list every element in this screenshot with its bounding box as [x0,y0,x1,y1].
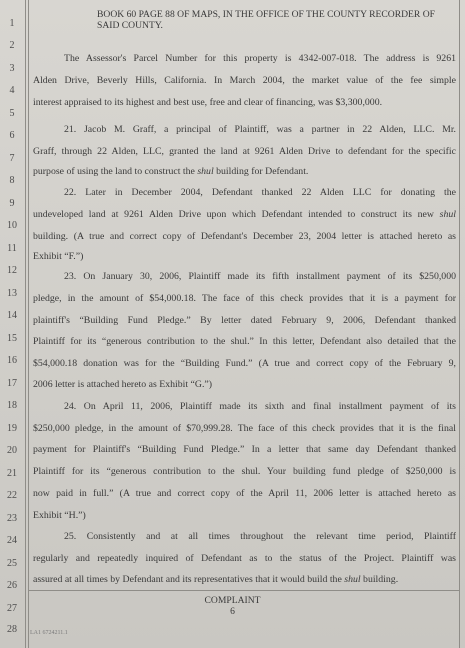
document-id: LA1 6724211.1 [30,630,68,636]
text-line: payment for Plaintiff's “Building Fund Pledge.” In a letter that same day Defendant thanked [33,444,456,455]
text-line: 23. On January 30, 2006, Plaintiff made its fifth installment payment of its $250,000 [64,271,456,282]
text-line: undeveloped land at 9261 Alden Drive upon which Defendant intended to construct its new shul [33,209,456,220]
line-number: 9 [9,198,15,209]
line-number: 28 [7,624,17,635]
line-number: 24 [7,535,17,546]
text-line: Exhibit “H.”) [33,510,86,521]
line-number: 17 [7,378,17,389]
continued-heading: BOOK 60 PAGE 88 OF MAPS, IN THE OFFICE OF THE COUNTY RECORDER OF SAID COUNTY. [97,9,435,31]
line-number: 4 [9,85,15,96]
line-number: 10 [7,220,17,231]
text-line: assured at all times by Defendant and its representatives that it would build the shul building. [33,574,399,585]
line-number: 23 [7,513,17,524]
text-line: $54,000.18 donation was for the “Building Fund.” (A true and correct copy of the February 9, [33,358,456,369]
text-line: Plaintiff for its “generous contribution to the shul.” In this letter, Defendant also detailed that the [33,336,456,347]
line-number: 6 [9,130,15,141]
text-line: purpose of using the land to construct the shul building for Defendant. [33,166,309,177]
text-line: 25. Consistently and at all times throughout the relevant time period, Plaintiff [64,531,456,542]
line-number: 5 [9,108,15,119]
line-number: 8 [9,175,15,186]
right-margin-rule [459,0,460,648]
text-line: Graff, through 22 Alden, LLC, granted the land at 9261 Alden Drive to defendant for the specific [33,146,456,157]
text-line: 21. Jacob M. Graff, a principal of Plaintiff, was a partner in 22 Alden, LLC. Mr. [64,124,456,135]
left-margin-rule [25,0,26,648]
text-line: Alden Drive, Beverly Hills, California. In March 2004, the market value of the fee simple [33,75,456,86]
line-number: 16 [7,355,17,366]
line-number: 21 [7,468,17,479]
text-line: Plaintiff for its “generous contribution to the shul. Your building fund pledge of $250,000 is [33,466,456,477]
text-line: plaintiff's “Building Fund Pledge.” By letter dated February 9, 2006, Defendant thanked [33,315,456,326]
line-number: 1 [9,18,15,29]
footer-rule [28,590,459,591]
line-number: 25 [7,558,17,569]
text-line: The Assessor's Parcel Number for this property is 4342-007-018. The address is 9261 [64,53,456,64]
text-line: regularly and repeatedly inquired of Defendant as to the status of the Project. Plaintiff was [33,553,456,564]
line-number: 11 [7,243,17,254]
line-number: 26 [7,580,17,591]
page-number: 6 [230,606,235,617]
text-line: pledge, in the amount of $54,000.18. The face of this check provides that it is a payment for [33,293,456,304]
line-number: 2 [9,40,15,51]
line-number: 7 [9,153,15,164]
text-line: 2006 letter is attached hereto as Exhibit “G.”) [33,379,212,390]
line-number: 3 [9,63,15,74]
text-line: $250,000 pledge, in the amount of $70,999.28. The face of this check provides that it is the final [33,423,456,434]
line-number: 13 [7,288,17,299]
line-number: 18 [7,400,17,411]
line-number: 22 [7,490,17,501]
footer-title: COMPLAINT [204,595,261,606]
line-number-column [0,0,24,648]
line-number: 19 [7,423,17,434]
text-line: interest appraised to its highest and best use, free and clear of financing, was $3,300,000. [33,97,383,108]
left-margin-rule-inner [28,0,29,648]
text-line: Exhibit “F.”) [33,251,84,262]
text-line: 22. Later in December 2004, Defendant thanked 22 Alden LLC for donating the [64,187,456,198]
line-number: 27 [7,603,17,614]
line-number: 15 [7,333,17,344]
line-number: 14 [7,310,17,321]
line-number: 20 [7,445,17,456]
text-line: now paid in full.” (A true and correct copy of the April 11, 2006 letter is attached hereto as [33,488,456,499]
text-line: 24. On April 11, 2006, Plaintiff made its sixth and final installment payment of its [64,401,456,412]
text-line: building. (A true and correct copy of Defendant's December 23, 2004 letter is attached hereto as [33,231,456,242]
line-number: 12 [7,265,17,276]
